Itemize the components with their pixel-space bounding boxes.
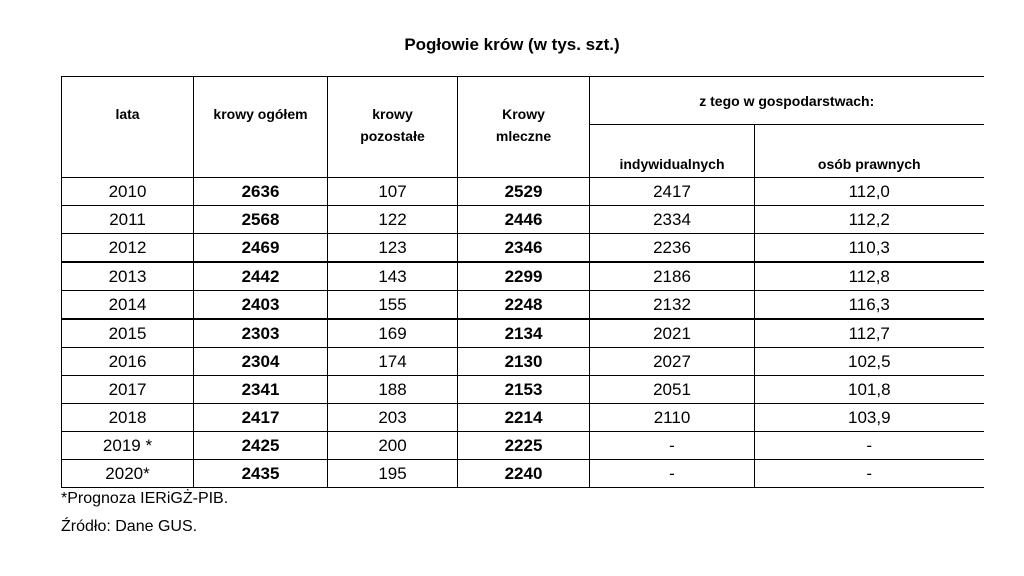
table-body [62, 178, 984, 488]
cell-krowy-mleczne: 2446 [458, 206, 590, 234]
cell-krowy-ogolem: 2425 [194, 432, 328, 460]
header-krowy-pozostale-line1: krowy [372, 106, 413, 122]
table-row [62, 432, 984, 460]
cell-year: 2016 [62, 348, 194, 376]
cell-krowy-pozostale: 155 [328, 291, 458, 320]
cell-krowy-ogolem: 2303 [194, 319, 328, 348]
source-note: Źródło: Dane GUS. [61, 518, 198, 535]
header-krowy-mleczne [458, 77, 590, 178]
cell-year: 2020* [62, 460, 194, 488]
cell-indywidualnych: - [590, 432, 755, 460]
cell-krowy-mleczne: 2225 [458, 432, 590, 460]
cell-krowy-ogolem: 2636 [194, 178, 328, 206]
cell-year: 2019 * [62, 432, 194, 460]
header-krowy-ogolem: krowy ogółem [194, 77, 328, 178]
cell-krowy-pozostale: 174 [328, 348, 458, 376]
cell-osob-prawnych: 101,8 [755, 376, 984, 404]
cell-year: 2018 [62, 404, 194, 432]
cell-indywidualnych: 2186 [590, 262, 755, 291]
cell-krowy-pozostale: 188 [328, 376, 458, 404]
cell-krowy-pozostale: 203 [328, 404, 458, 432]
cell-osob-prawnych: 102,5 [755, 348, 984, 376]
cell-osob-prawnych: 112,8 [755, 262, 984, 291]
table-row [62, 319, 984, 348]
cell-krowy-pozostale: 200 [328, 432, 458, 460]
cell-krowy-ogolem: 2568 [194, 206, 328, 234]
table-row [62, 291, 984, 320]
cell-indywidualnych: 2021 [590, 319, 755, 348]
cell-indywidualnych: - [590, 460, 755, 488]
cell-krowy-pozostale: 122 [328, 206, 458, 234]
cell-krowy-pozostale: 143 [328, 262, 458, 291]
cattle-table [61, 76, 984, 488]
cell-krowy-ogolem: 2341 [194, 376, 328, 404]
cell-krowy-pozostale: 169 [328, 319, 458, 348]
cell-osob-prawnych: 110,3 [755, 234, 984, 263]
cell-year: 2013 [62, 262, 194, 291]
cell-krowy-mleczne: 2248 [458, 291, 590, 320]
cell-indywidualnych: 2334 [590, 206, 755, 234]
cell-osob-prawnych: 112,2 [755, 206, 984, 234]
header-lata: lata [62, 77, 194, 178]
cell-krowy-mleczne: 2130 [458, 348, 590, 376]
cell-krowy-mleczne: 2529 [458, 178, 590, 206]
table-title: Pogłowie krów (w tys. szt.) [404, 35, 620, 54]
cell-krowy-pozostale: 195 [328, 460, 458, 488]
cell-year: 2014 [62, 291, 194, 320]
cell-krowy-ogolem: 2435 [194, 460, 328, 488]
cell-indywidualnych: 2110 [590, 404, 755, 432]
cell-krowy-mleczne: 2153 [458, 376, 590, 404]
header-krowy-pozostale-line2: pozostałe [360, 128, 425, 144]
cell-year: 2015 [62, 319, 194, 348]
cell-krowy-mleczne: 2346 [458, 234, 590, 263]
cell-indywidualnych: 2417 [590, 178, 755, 206]
cell-krowy-ogolem: 2304 [194, 348, 328, 376]
cell-krowy-ogolem: 2442 [194, 262, 328, 291]
header-osob-prawnych: osób prawnych [755, 125, 984, 178]
cell-osob-prawnych: - [755, 432, 984, 460]
cell-osob-prawnych: 112,0 [755, 178, 984, 206]
header-krowy-mleczne-line2: mleczne [495, 128, 552, 144]
cell-osob-prawnych: 112,7 [755, 319, 984, 348]
header-krowy-pozostale [328, 77, 458, 178]
cell-krowy-mleczne: 2214 [458, 404, 590, 432]
cell-osob-prawnych: - [755, 460, 984, 488]
table-row [62, 348, 984, 376]
cell-krowy-mleczne: 2134 [458, 319, 590, 348]
cell-krowy-mleczne: 2240 [458, 460, 590, 488]
header-group-gospodarstwa: z tego w gospodarstwach: [590, 77, 984, 125]
cell-osob-prawnych: 116,3 [755, 291, 984, 320]
cell-krowy-mleczne: 2299 [458, 262, 590, 291]
header-indywidualnych: indywidualnych [590, 125, 755, 178]
header-krowy-mleczne-line1: Krowy [502, 106, 545, 122]
cell-year: 2012 [62, 234, 194, 263]
table-row [62, 460, 984, 488]
cell-year: 2017 [62, 376, 194, 404]
cell-year: 2011 [62, 206, 194, 234]
table-row [62, 206, 984, 234]
cell-krowy-ogolem: 2403 [194, 291, 328, 320]
cell-osob-prawnych: 103,9 [755, 404, 984, 432]
cell-krowy-pozostale: 107 [328, 178, 458, 206]
forecast-note: *Prognoza IERiGŻ-PIB. [61, 490, 229, 507]
table-row [62, 262, 984, 291]
cell-indywidualnych: 2051 [590, 376, 755, 404]
cell-krowy-ogolem: 2417 [194, 404, 328, 432]
table-row [62, 404, 984, 432]
cell-indywidualnych: 2027 [590, 348, 755, 376]
cell-indywidualnych: 2236 [590, 234, 755, 263]
table-row [62, 178, 984, 206]
table-row [62, 376, 984, 404]
cell-krowy-ogolem: 2469 [194, 234, 328, 263]
table-row [62, 234, 984, 263]
cell-year: 2010 [62, 178, 194, 206]
cell-krowy-pozostale: 123 [328, 234, 458, 263]
cell-indywidualnych: 2132 [590, 291, 755, 320]
